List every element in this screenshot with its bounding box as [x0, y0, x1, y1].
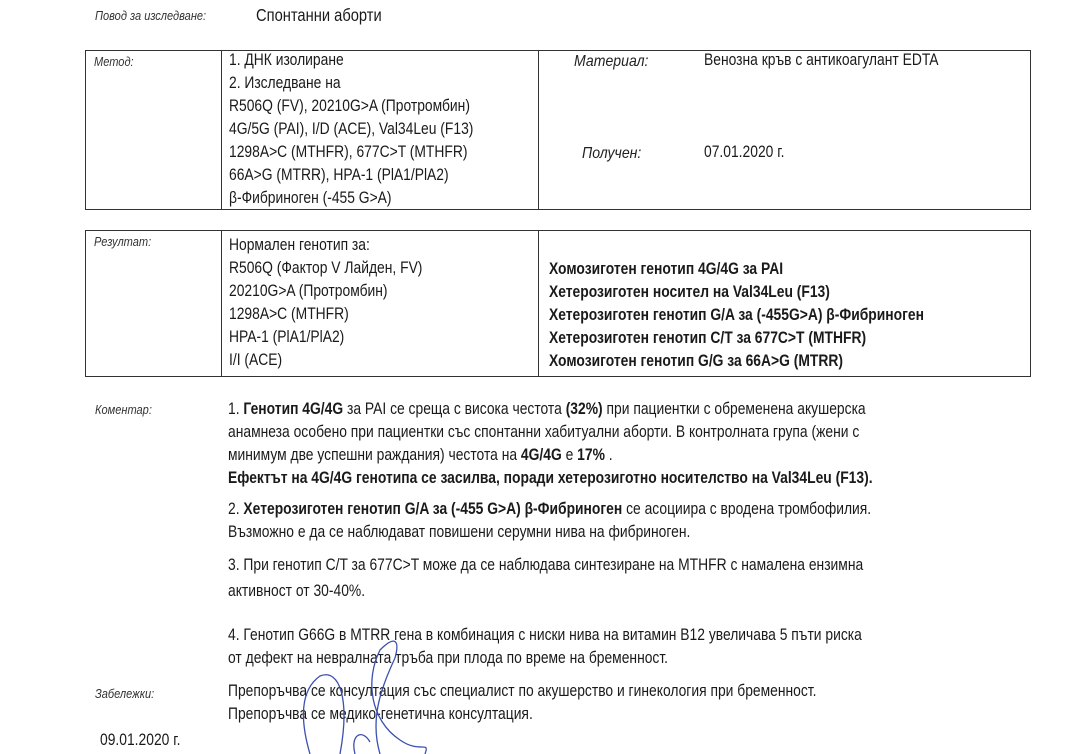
- text: (32%): [565, 400, 603, 418]
- divider: [221, 231, 222, 376]
- material-label: Материал:: [574, 53, 649, 70]
- comment-label: Коментар:: [95, 402, 152, 417]
- comment-p2: [228, 498, 994, 544]
- text: е: [561, 446, 578, 464]
- text: от дефект на невралната тръба при плода по време на бременност.: [228, 649, 669, 667]
- normal-line: HPA-1 (PlA1/PlA2): [229, 328, 345, 346]
- normal-line: Нормален генотип за:: [229, 236, 370, 254]
- notes-label: Забележки:: [95, 686, 155, 701]
- method-line: β-Фибриноген (-455 G>A): [229, 189, 392, 207]
- received-value: 07.01.2020 г.: [704, 143, 785, 161]
- method-label: Метод:: [94, 54, 134, 69]
- text: .: [604, 446, 613, 464]
- method-table: [85, 50, 1031, 210]
- text: при пациентки с обременена акушерска: [602, 400, 866, 418]
- findings-list: [549, 258, 995, 373]
- text: за PAI се среща с висока честота: [343, 400, 566, 418]
- result-table: [85, 230, 1031, 377]
- comment-p3: [228, 554, 984, 603]
- report-date: 09.01.2020 г.: [100, 731, 181, 749]
- text: се асоциира с вродена тромбофилия.: [622, 500, 872, 518]
- text: Препоръчва се медико-генетична консултация.: [228, 705, 533, 723]
- method-line: 1298A>C (MTHFR), 677C>T (MTHFR): [229, 143, 468, 161]
- normal-line: 1298A>C (MTHFR): [229, 305, 349, 323]
- comment-p1: [228, 398, 995, 490]
- text: Възможно е да се наблюдават повишени серумни нива на фибриноген.: [228, 523, 691, 541]
- text: 4. Генотип G66G в MTRR гена в комбинация с ниски нива на витамин B12 увеличава 5 пъти риска: [228, 626, 862, 644]
- reason-label: Повод за изследване:: [95, 8, 207, 23]
- text: 17%: [577, 446, 605, 464]
- divider: [538, 231, 539, 376]
- result-label: Резултат:: [94, 234, 152, 249]
- method-line: 2. Изследване на: [229, 74, 341, 92]
- method-line: 66A>G (MTRR), HPA-1 (PlA1/PlA2): [229, 166, 449, 184]
- text: 2.: [228, 500, 244, 518]
- method-line: 4G/5G (PAI), I/D (ACE), Val34Leu (F13): [229, 120, 474, 138]
- divider: [221, 51, 222, 209]
- normal-genotype-list: [229, 234, 459, 372]
- normal-line: 20210G>A (Протромбин): [229, 282, 388, 300]
- text: 3. При генотип C/T за 677C>T може да се наблюдава синтезиране на MTHFR с намалена ензимна: [228, 556, 864, 574]
- normal-line: R506Q (Фактор V Лайден, FV): [229, 259, 423, 277]
- finding: Хетерозиготен генотип G/A за (-455G>A) β-Фибриноген: [549, 306, 924, 324]
- text: Препоръчва се консултация със специалист по акушерство и гинекология при бременност.: [228, 682, 817, 700]
- normal-line: I/I (ACE): [229, 351, 283, 369]
- text: Ефектът на 4G/4G генотипа се засилва, поради хетерозиготно носителство на Val34Leu (F13).: [228, 469, 873, 487]
- finding: Хетерозиготен носител на Val34Leu (F13): [549, 283, 830, 301]
- text: активност от 30-40%.: [228, 582, 366, 600]
- material-value: Венозна кръв с антикоагулант EDTA: [704, 51, 939, 69]
- notes-lines: [228, 680, 929, 726]
- method-lines: [229, 49, 520, 210]
- divider: [538, 51, 539, 209]
- finding: Хомозиготен генотип 4G/4G за PAI: [549, 260, 784, 278]
- method-line: R506Q (FV), 20210G>A (Протромбин): [229, 97, 470, 115]
- text: Хетерозиготен генотип G/A за (-455 G>A) β-Фибриноген: [243, 500, 623, 518]
- text: 4G/4G: [520, 446, 562, 464]
- text: анамнеза особено при пациентки със спонтанни хабитуални аборти. В контролната група (жени с: [228, 423, 860, 441]
- received-label: Получен:: [582, 145, 642, 162]
- finding: Хетерозиготен генотип C/T за 677C>T (MTHFR): [549, 329, 867, 347]
- comment-p4: [228, 624, 983, 670]
- finding: Хомозиготен генотип G/G за 66A>G (MTRR): [549, 352, 843, 370]
- method-line: 1. ДНК изолиране: [229, 51, 344, 69]
- reason-value: Спонтанни аборти: [256, 5, 382, 25]
- text: минимум две успешни раждания) честота на: [228, 446, 521, 464]
- text: 1.: [228, 400, 244, 418]
- text: Генотип 4G/4G: [243, 400, 344, 418]
